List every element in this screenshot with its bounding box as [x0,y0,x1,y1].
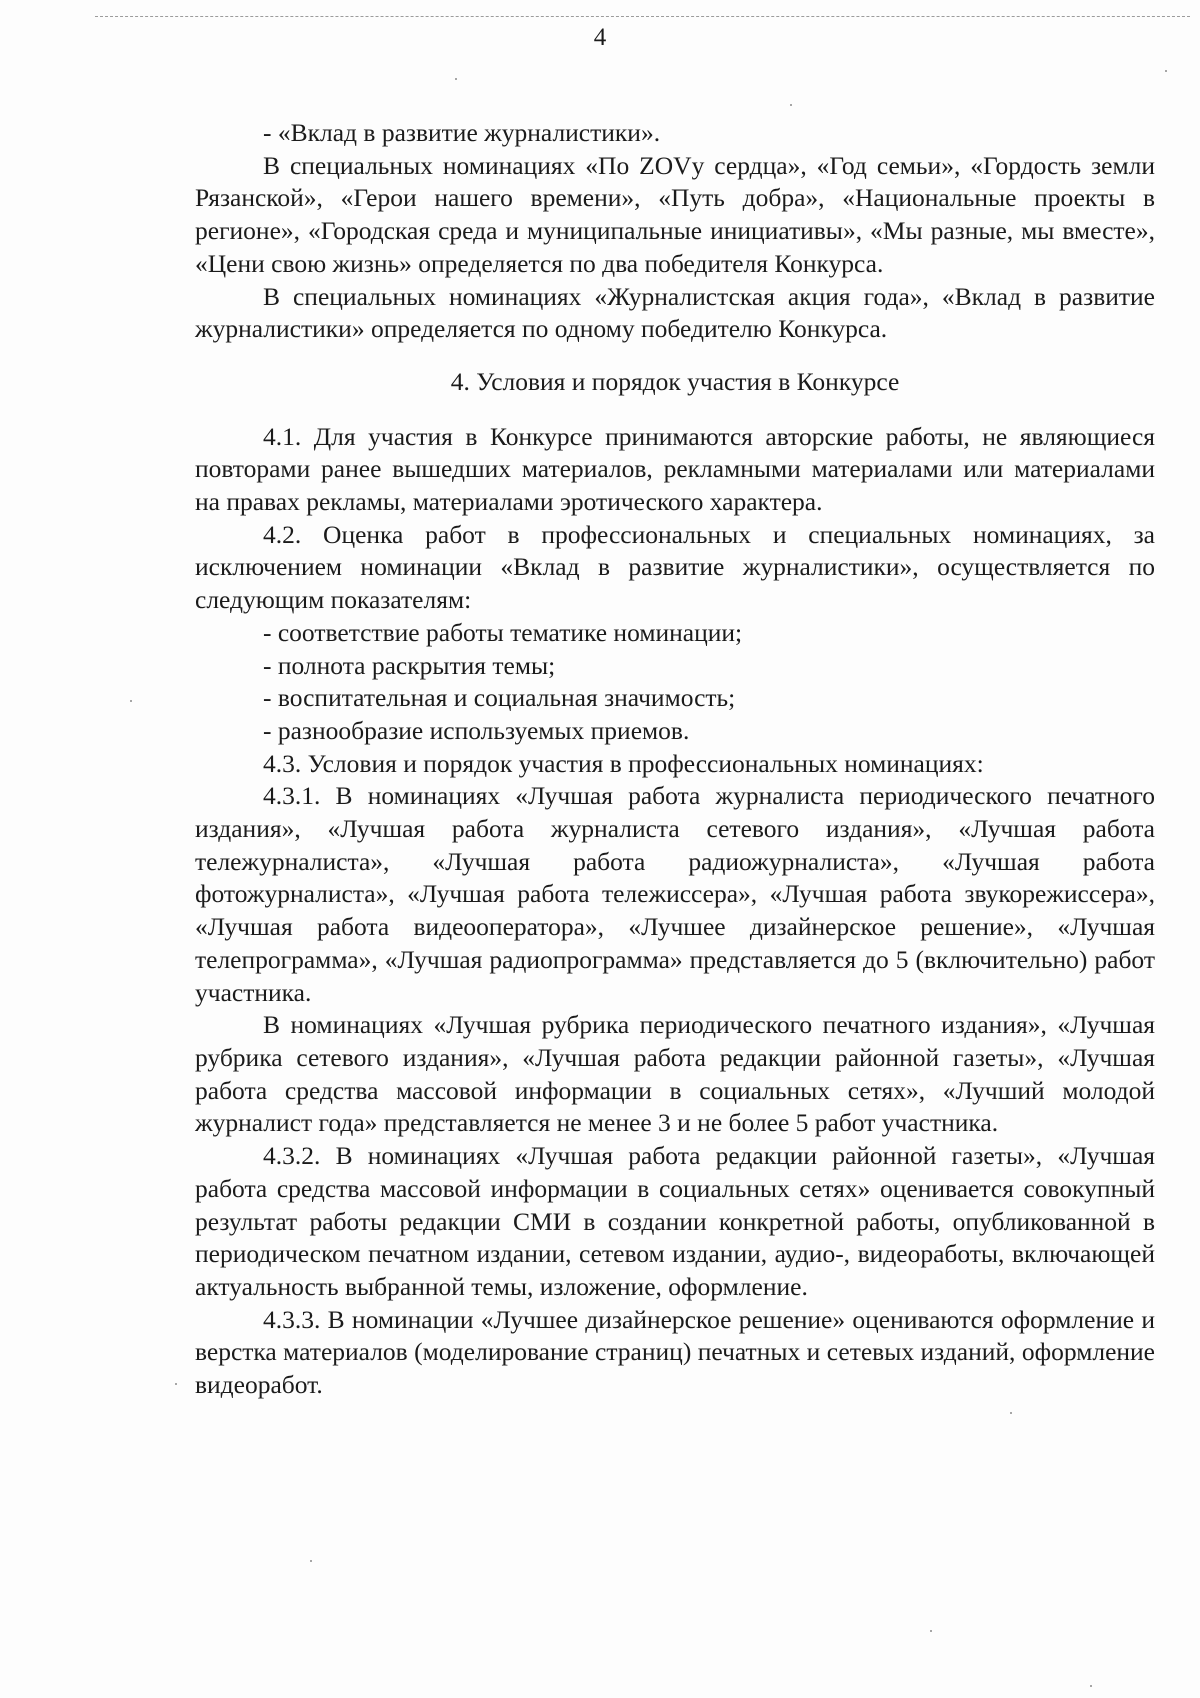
scan-speck [1165,70,1167,72]
clause-4-2: 4.2. Оценка работ в профессиональных и специальных номинациях, за исключением номинации «Вклад в развитие журналистики», осуществляется по следующим показателям: [195,519,1155,615]
scan-speck [1090,1685,1092,1687]
paragraph-special-nominations-two-winners: В специальных номинациях «По ZOVу сердца», «Год семьи», «Гордость земли Рязанской», «Герои нашего времени», «Путь добра», «Национальные проекты в регионе», «Городская среда и муниципальные инициативы», «Мы разные, мы вместе», «Цени свою жизнь» определяется по два победителя Конкурса. [195,150,1155,278]
clause-4-3-2: 4.3.2. В номинациях «Лучшая работа редакции районной газеты», «Лучшая работа средства массовой информации в социальных сетях» оценивается совокупный результат работы редакции СМИ в создании конкретной работы, опубликованной в периодическом печатном издании, сетевом издании, аудио-, видеоработы, включающей актуальность выбранной темы, изложение, оформление. [195,1141,1155,1301]
scan-speck [1010,1412,1012,1414]
scan-speck [130,700,132,702]
scan-speck [175,1383,177,1385]
criteria-item: - полнота раскрытия темы; [263,650,556,680]
section-title: 4. Условия и порядок участия в Конкурсе [450,366,900,396]
clause-4-3: 4.3. Условия и порядок участия в профессиональных номинациях: [263,748,984,778]
nomination-item-journalism-contribution: - «Вклад в развитие журналистики». [263,118,661,147]
paragraph-special-nominations-one-winner: В специальных номинациях «Журналистская акция года», «Вклад в развитие журналистики» определяется по одному победителю Конкурса. [195,281,1155,344]
criteria-item: - воспитательная и социальная значимость; [263,683,736,713]
scan-speck [790,104,792,106]
scan-artifact-line [95,16,1190,17]
scan-speck [455,78,457,80]
scan-speck [930,1630,932,1632]
page-content [195,117,1155,1402]
scan-speck [310,1560,312,1562]
clause-4-3-1-continued: В номинациях «Лучшая рубрика периодического печатного издания», «Лучшая рубрика сетевого издания», «Лучшая работа редакции районной газеты», «Лучшая работа средства массовой информации в социальных сетях», «Лучший молодой журналист года» представляется не менее 3 и не более 5 работ участника. [195,1010,1155,1138]
criteria-item: - соответствие работы тематике номинации; [263,617,743,647]
clause-4-3-3: 4.3.3. В номинации «Лучшее дизайнерское решение» оцениваются оформление и верстка материалов (моделирование страниц) печатных и сетевых изданий, оформление видеоработ. [195,1304,1155,1400]
page-number: 4 [593,24,607,51]
criteria-item: - разнообразие используемых приемов. [263,715,690,745]
clause-4-1: 4.1. Для участия в Конкурсе принимаются авторские работы, не являющиеся повторами ранее вышедших материалов, рекламными материалами или материалами на правах рекламы, материалами эротического характера. [195,421,1155,517]
clause-4-3-1: 4.3.1. В номинациях «Лучшая работа журналиста периодического печатного издания», «Лучшая работа журналиста сетевого издания», «Лучшая работа тележурналиста», «Лучшая работа радиожурналиста», «Лучшая работа фотожурналиста», «Лучшая работа тележиссера», «Лучшая работа звукорежиссера», «Лучшая работа видеооператора», «Лучшее дизайнерское решение», «Лучшая телепрограмма», «Лучшая радиопрограмма» представляется до 5 (включительно) работ участника. [195,781,1155,1007]
